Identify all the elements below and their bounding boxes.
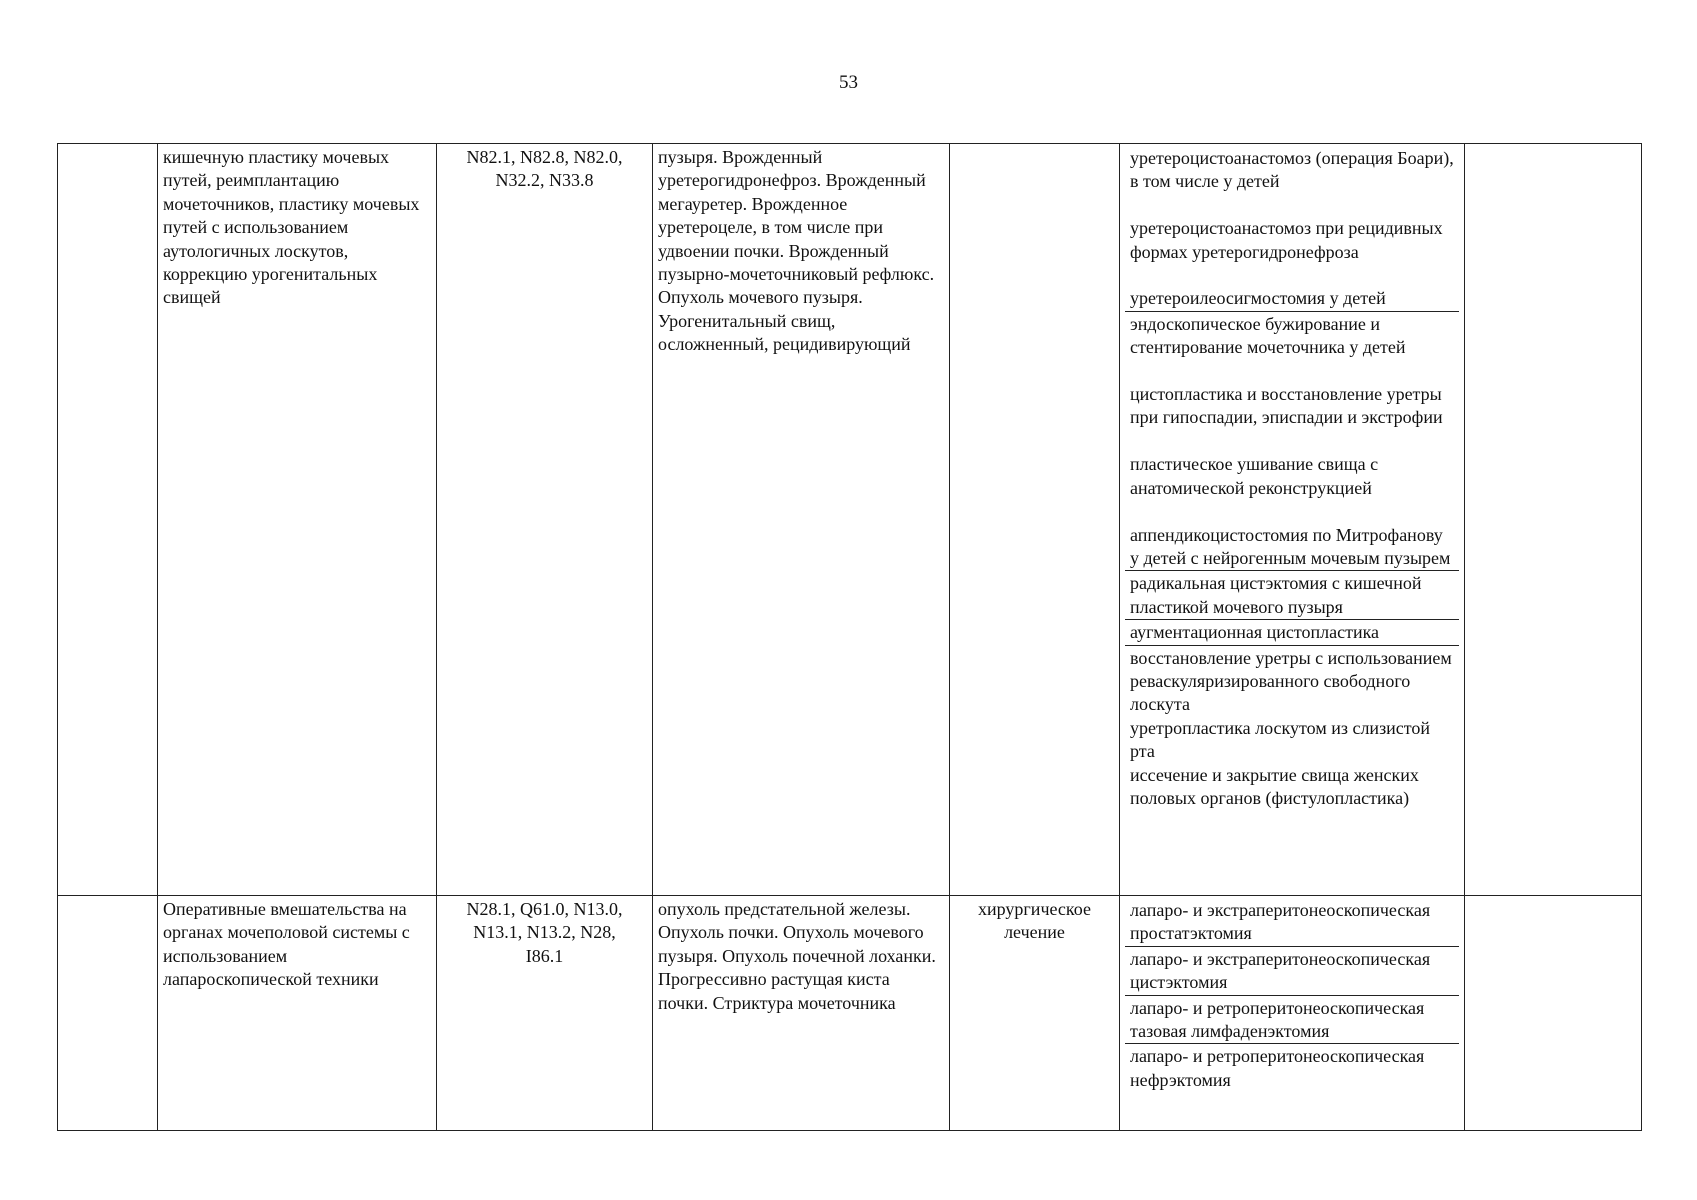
method-entry: эндоскопическое бужирование и стентирование мочеточника у детей цистопластика и восстановление уретры при гипоспадии, эписпадии и экстрофии пластическое ушивание свища с анатомической реконструкцией аппендикоцистостомия по Митрофанову у детей с нейрогенным мочевым пузырем (1125, 312, 1459, 571)
table-cell-profile: Оперативные вмешательства на органах мочеполовой системы с использованием лапароскопической техники (158, 896, 437, 1131)
table-cell-treatment: хирургическое лечение (950, 896, 1120, 1131)
table-cell-profile: кишечную пластику мочевых путей, реимплантацию мочеточников, пластику мочевых путей с использованием аутологичных лоскутов, коррекцию урогенитальных свищей (158, 144, 437, 896)
table-cell-number (58, 144, 158, 896)
method-entry: лапаро- и ретроперитонеоскопическая тазовая лимфаденэктомия (1125, 996, 1459, 1045)
table-row (58, 144, 1642, 896)
method-entry: лапаро- и экстраперитонеоскопическая цистэктомия (1125, 947, 1459, 996)
table-cell-number (58, 896, 158, 1131)
method-entry: восстановление уретры с использованием реваскуляризированного свободного лоскута уретропластика лоскутом из слизистой рта иссечение и закрытие свища женских половых органов (фистулопластика) (1130, 647, 1452, 808)
method-entry: радикальная цистэктомия с кишечной пластикой мочевого пузыря (1125, 571, 1459, 620)
table-cell-codes: N28.1, Q61.0, N13.0, N13.1, N13.2, N28, I86.1 (437, 896, 653, 1131)
table-cell-diagnosis: пузыря. Врожденный уретерогидронефроз. Врожденный мегауретер. Врожденное уретероцеле, в том числе при удвоении почки. Врожденный пузырно-мочеточниковый рефлюкс. Опухоль мочевого пузыря. Урогенитальный свищ, осложненный, рецидивирующий (653, 144, 950, 896)
table-cell-codes: N82.1, N82.8, N82.0, N32.2, N33.8 (437, 144, 653, 896)
method-entry: аугментационная цистопластика (1125, 620, 1459, 645)
table-cell-treatment (950, 144, 1120, 896)
procedures-table (57, 143, 1642, 1131)
table-cell-diagnosis: опухоль предстательной железы. Опухоль почки. Опухоль мочевого пузыря. Опухоль почечной лоханки. Прогрессивно растущая киста почки. Стриктура мочеточника (653, 896, 950, 1131)
method-entry: лапаро- и ретроперитонеоскопическая нефрэктомия (1130, 1046, 1425, 1090)
method-entry: уретероцистоанастомоз (операция Боари), в том числе у детей уретероцистоанастомоз при рецидивных формах уретерогидронефроза уретероилеосигмостомия у детей (1125, 146, 1459, 312)
method-entry: лапаро- и экстраперитонеоскопическая простатэктомия (1125, 898, 1459, 947)
table-cell-empty (1465, 144, 1642, 896)
page-number: 53 (839, 72, 858, 93)
table-row (58, 896, 1642, 1131)
table-cell-methods (1120, 144, 1465, 896)
table-cell-empty (1465, 896, 1642, 1131)
table-cell-methods (1120, 896, 1465, 1131)
